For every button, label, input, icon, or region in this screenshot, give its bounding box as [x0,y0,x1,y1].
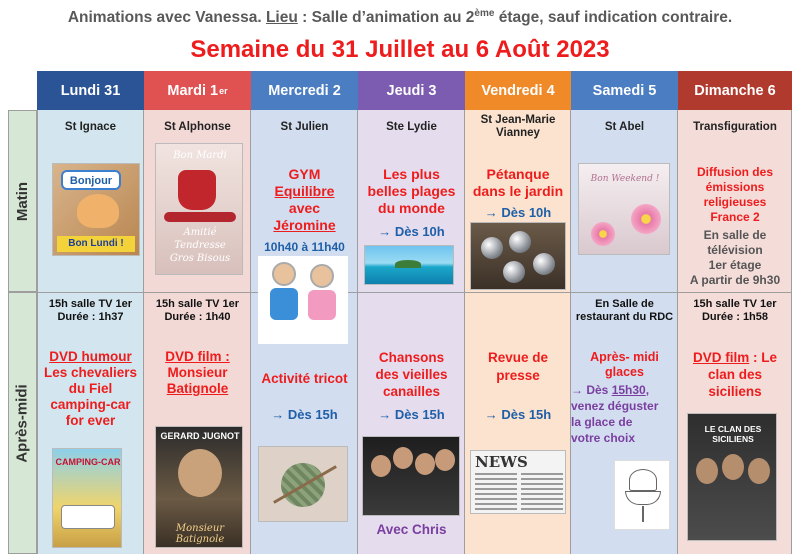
petanque-time: → Dès 10h [484,205,552,220]
beach-image [364,245,454,285]
amitie-text: Amitié Tendresse Gros Bisous [169,227,231,264]
ice-cream-scoop-icon [629,469,657,491]
bon-mardi-text: Bon Mardi [173,150,227,161]
teapot-icon [178,170,216,210]
petanque-activity: Pétanque dans le jardin [472,166,564,199]
man-body-icon [270,288,298,320]
newspaper-column-icon [475,473,517,511]
beaches-activity: Les plus belles plages du monde [367,166,456,216]
dvd-humour: DVD humour Les chevaliers du Fiel camping-car for ever [43,349,138,428]
gym-time: 10h40 à 11h40 [264,240,345,254]
poster-actor: GERARD JUGNOT [160,431,240,441]
flowers-image [578,163,670,255]
batignole-poster [155,426,243,548]
ice-cream-details: → Dès 15h30, venez déguster la glace de votre choix [571,383,659,445]
press-review-time: → Dès 15h [484,407,552,422]
coffee-strawberries-image [155,143,243,275]
man-head-icon [272,262,296,286]
singer-face-icon [415,453,435,475]
ice-cream-cup-icon [625,491,661,505]
gym-activity: GYM Equilibre avec Jéromine [273,166,336,233]
knitting-image [258,446,348,522]
saint-friday: St Jean-Marie Vianney [480,114,556,139]
header-subtitle: Animations avec Vanessa. Lieu : Salle d’animation au 2ème étage, sauf indication contraire. [67,8,733,27]
dvd-film-siciliens: DVD film : Le clan des siciliens [692,350,778,399]
chansons-time: → Dès 15h [378,407,445,422]
day-header-sunday: Dimanche 6 [678,71,792,110]
poster-title: LE CLAN DES SICILIENS [704,424,762,444]
boule-icon [481,237,503,259]
petanque-image [470,222,566,290]
actor-face-icon [722,454,744,480]
singer-face-icon [435,449,455,471]
row-label-afternoon: Après-midi [8,292,37,554]
boule-icon [509,231,531,253]
bon-lundi-label: Bon Lundi ! [57,236,135,252]
location-saturday: En Salle de restaurant du RDC [575,298,674,323]
flower-icon [591,222,615,246]
bonjour-bubble: Bonjour [61,170,121,190]
saint-saturday: St Abel [604,121,645,133]
woman-body-icon [308,290,336,320]
boule-icon [533,253,555,275]
island-icon [395,260,421,268]
siciliens-poster [687,413,777,541]
saint-thursday: Ste Lydie [386,121,437,133]
saint-monday: St Ignace [64,121,117,133]
actor-face-icon [748,458,770,484]
press-review-activity: Revue de presse [487,350,549,383]
kitten-image [52,163,140,256]
ice-cream-activity: Après- midi glaces [590,350,659,379]
day-header-tuesday: Mardi 1 er [144,71,251,110]
location-tuesday: 15h salle TV 1er Durée : 1h40 [155,298,240,323]
chansons-activity: Chansons des vieilles canailles [375,350,448,399]
boule-icon [503,261,525,283]
row-label-morning: Matin [8,110,37,292]
news-heading: NEWS [475,453,528,471]
flower-icon [631,204,661,234]
actor-face-icon [178,449,222,497]
dvd-film-batignole: DVD film : Monsieur Batignole [165,349,230,396]
saint-sunday: Transfiguration [693,121,777,133]
row-divider [37,292,792,293]
saint-wednesday: St Julien [280,121,329,133]
beaches-time: → Dès 10h [378,224,445,239]
religious-broadcast: Diffusion des émissions religieuses France 2 [696,165,773,224]
day-header-wednesday: Mercredi 2 [251,71,358,110]
avec-chris: Avec Chris [376,522,447,537]
kitten-icon [77,194,119,228]
tv-room-info: En salle de télévision 1er étage A partir de 9h30 [689,228,781,287]
page-title: Semaine du 31 Juillet au 6 Août 2023 [190,36,610,63]
ice-cream-image [614,460,670,530]
knitting-time: → Dès 15h [271,407,338,422]
poster-title: CAMPING-CAR [55,457,121,467]
location-sunday: 15h salle TV 1er Durée : 1h58 [693,298,777,323]
elderly-couple-image [258,256,348,344]
day-header-monday: Lundi 31 [37,71,144,110]
day-header-thursday: Jeudi 3 [358,71,465,110]
day-header-friday: Vendredi 4 [465,71,571,110]
newspaper-column-icon [521,473,563,511]
strawberries-icon [164,212,236,222]
singer-face-icon [371,455,391,477]
knitting-activity: Activité tricot [261,371,348,386]
poster-title: Monsieur Batignole [175,523,225,545]
camper-icon [61,505,115,529]
camping-car-poster [52,448,122,548]
location-monday: 15h salle TV 1er Durée : 1h37 [48,298,133,323]
saint-tuesday: St Alphonse [164,121,231,133]
bon-weekend-text: Bon Weekend ! [590,174,660,184]
singers-image [362,436,460,516]
singer-face-icon [393,447,413,469]
ice-cream-stem-icon [642,506,644,522]
newspaper-image [470,450,566,514]
actor-face-icon [696,458,718,484]
woman-head-icon [310,264,334,288]
day-header-saturday: Samedi 5 [571,71,678,110]
